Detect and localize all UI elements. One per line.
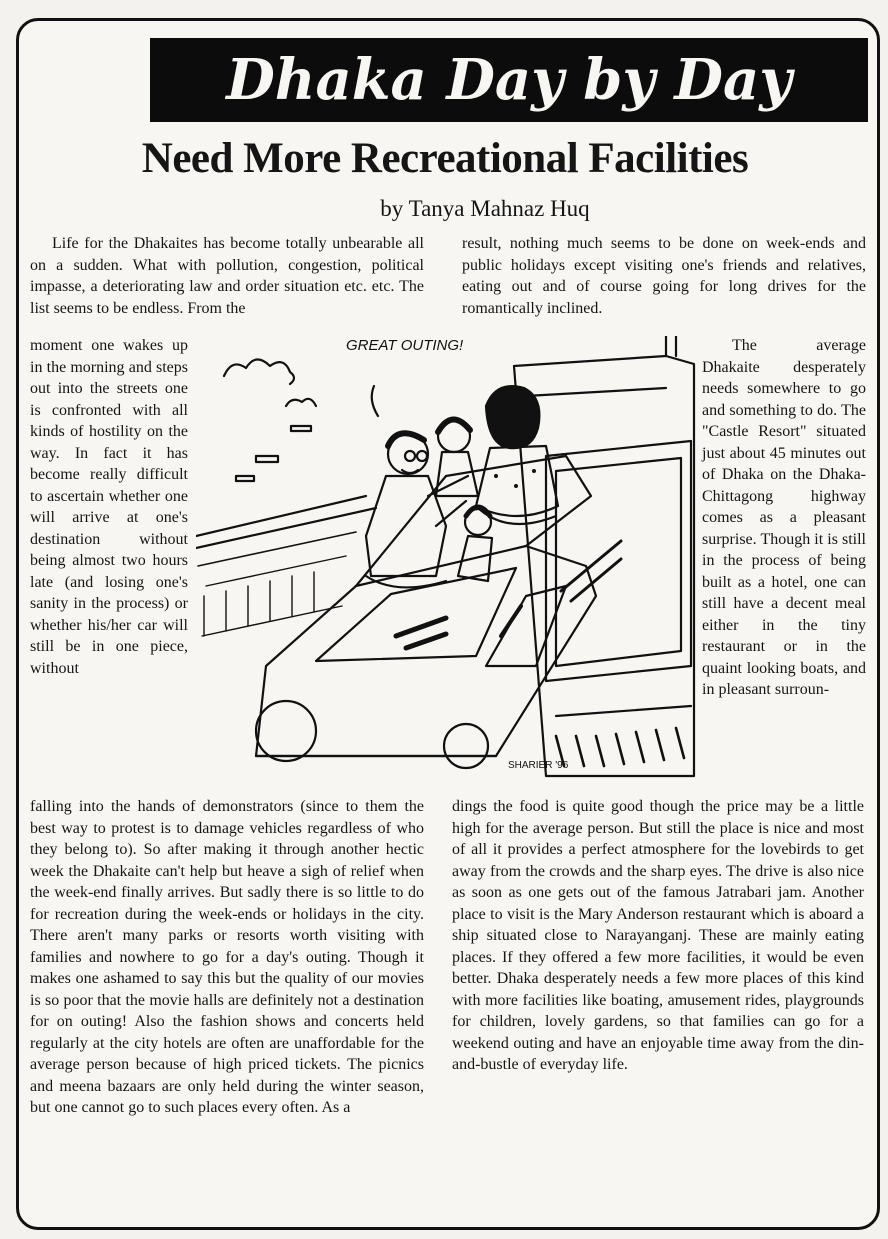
paragraph-intro: Life for the Dhakaites has become totally unbearable all on a sudden. What with pollution, congestion, political impasse, a deteriorating law and order situation etc. etc. The list seems to be endless. From the — [30, 235, 424, 317]
column-title: Dhaka Day by Day — [226, 47, 792, 113]
cartoon-illustration — [196, 336, 696, 794]
artist-signature: SHARIER '96 — [508, 760, 569, 771]
paragraph-wrap-right: The average Dhakaite desperately needs somewhere to go and something to do. The "Castle Resort" situated just about 45 minutes out of Dhaka on the Dhaka-Chittagong highway comes as a pleasant surprise. Though it is still in the process of being built as a hotel, one can still have a decent meal either in the tiny restaurant or in the quaint looking boats, and in pleasant surroun- — [702, 337, 866, 698]
speech-text: GREAT OUTING! — [346, 337, 464, 354]
paragraph-wrap-left: moment one wakes up in the morning and steps out into the streets one is confronted with all kinds of hostility on the way. In fact it has become really difficult to ascertain whether one will arrive at one's destination without being almost two hours late (and losing one's sanity in the process) or whether his/her car will still be in one piece, without — [30, 337, 188, 677]
byline: by Tanya Mahnaz Huq — [380, 196, 590, 221]
headline: Need More Recreational Facilities — [141, 135, 749, 182]
paragraph-result: result, nothing much seems to be done on week-ends and public holidays except visiting one's friends and relatives, eating out and of course going for long drives for the romantically inclined. — [462, 235, 866, 317]
paragraph-left-lower: falling into the hands of demonstrators (since to them the best way to protest is to damage vehicles regardless of who they belong to). So after making it through another hectic week the Dhakaite can't help but heave a sigh of relief when the week-end finally arrives. But sadly there is so little to do for recreation during the week-ends or holidays in the city. There aren't many parks or resorts worth visiting with families and nowhere to go for a day's outing. Though it makes one ashamed to say this but the quality of our movies is so poor that the movie halls are definitely not a destination for on outing! Also the fashion shows and concerts held regularly at the city hotels are often are unaffordable for the average person because of high priced tickets. The picnics and meena bazaars are only held during the winter season, but one cannot go to such places every often. As a — [30, 798, 424, 1116]
paragraph-right-lower: dings the food is quite good though the price may be a little high for the average person. But still the place is nice and most of all it provides a perfect atmosphere for the lovebirds to get away from the crowds and the sharp eyes. The drive is also nice as soon as one gets out of the famous Jatrabari jam. Another place to visit is the Mary Anderson restaurant which is aboard a ship situated close to Narayanganj. These are mainly eating places. If they offered a few more facilities, it would be even better. Dhaka desperately needs a few more places of this kind with more facilities like boating, amusement rides, playgrounds for children, lovely gardens, so that families can go for a weekend outing and have an enjoyable time away from the din-and-bustle of everyday life. — [452, 798, 864, 1073]
column-banner — [150, 38, 868, 122]
